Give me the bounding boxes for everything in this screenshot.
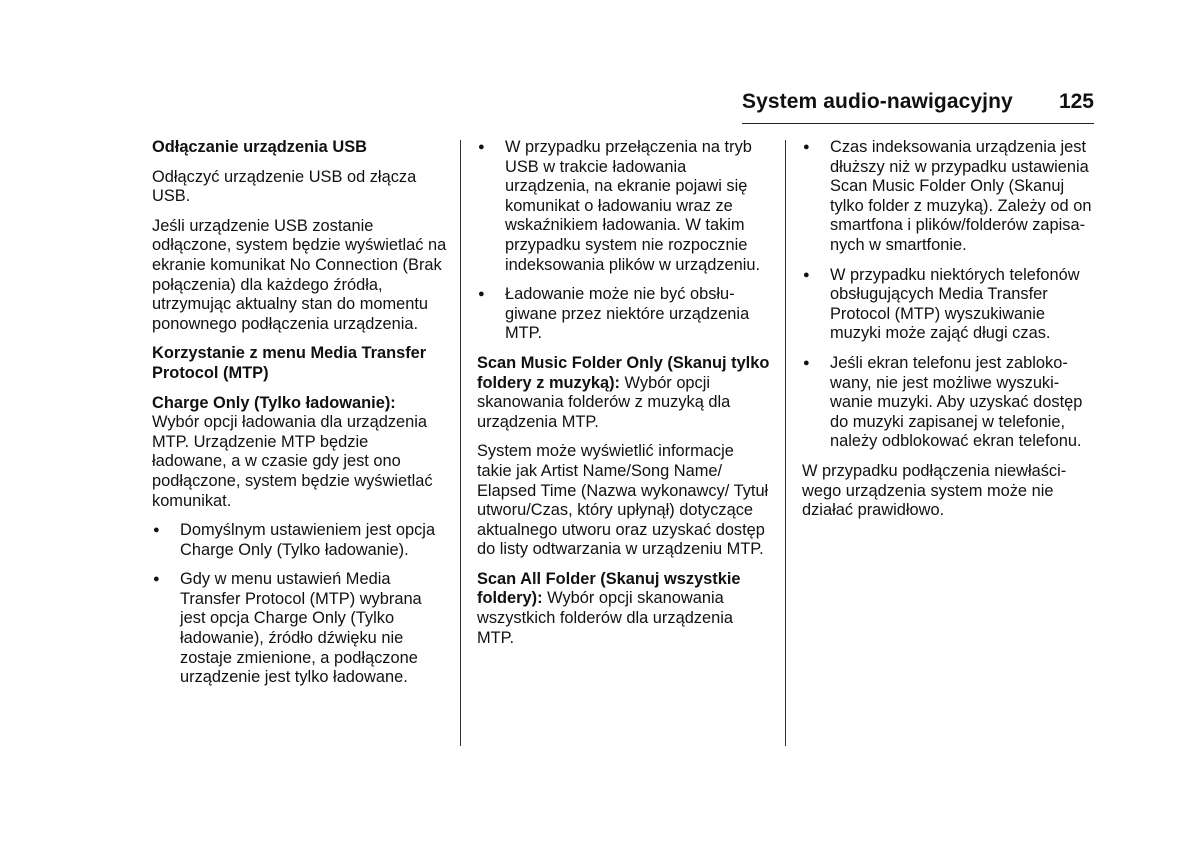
list-item: ● Ładowanie może nie być obsługiwane przez niektóre urządzenia MTP. xyxy=(477,285,773,344)
paragraph xyxy=(152,394,447,512)
term-description: Wybór opcji skanowania wszystkich folderów dla urządzenia MTP. xyxy=(477,589,733,647)
term-scan-music-folder: Scan Music Folder Only (Skanuj tylko foldery z muzyką): xyxy=(477,353,770,392)
term-scan-all-folder: Scan All Folder (Skanuj wszystkie foldery): xyxy=(477,569,741,608)
section-title: System audio-nawigacyjny xyxy=(742,90,1013,113)
list-item: ● Domyślnym ustawieniem jest opcja Charge Only (Tylko ładowanie). xyxy=(152,521,447,560)
header-rule xyxy=(742,123,1094,124)
paragraph xyxy=(477,570,773,648)
term-description: Wybór opcji skanowania folderów z muzyką dla urządzenia MTP. xyxy=(477,373,731,431)
term-description: Wybór opcji ładowania dla urządzenia MTP. Urządzenie MTP będzie ładowane, a w czasie gdy jest ono podłączone, system będzie wyświetlać komunikat. xyxy=(152,413,433,510)
paragraph: System może wyświetlić informacje takie jak Artist Name/Song Name/ Elapsed Time (Nazwa wykonawcy/ Tytuł utworu/Czas, który upłynął) dotyczące aktualnego utworu oraz uzyskać dostęp do listy odtwarzania w urządzeniu MTP. xyxy=(477,442,769,559)
column-divider-2 xyxy=(785,140,786,746)
list-item: ● Jeśli ekran telefonu jest zablokowany, nie jest możliwe wyszukiwanie muzyki. Aby uzyskać dostęp do muzyki zapisanej w telefonie, należy odblokować ekran telefonu. xyxy=(802,354,1094,452)
column-1 xyxy=(152,138,447,698)
bullet-list xyxy=(152,521,447,688)
column-2 xyxy=(477,138,773,658)
heading-mtp-menu: Korzystanie z menu Media Transfer Protocol (MTP) xyxy=(152,344,427,382)
column-divider-1 xyxy=(460,140,461,746)
term-charge-only: Charge Only (Tylko ładowanie): xyxy=(152,393,396,412)
paragraph: Jeśli urządzenie USB zostanie odłączone, system będzie wyświetlać na ekranie komunikat No Connection (Brak połączenia) dla każdego źródła, utrzymując aktualny stan do momentu ponownego podłączenia urządzenia. xyxy=(152,216,447,333)
list-item: ● Czas indeksowania urządzenia jest dłuższy niż w przypadku ustawienia Scan Music Folder Only (Skanuj tylko folder z muzyką). Zależy od on smartfona i plików/folderów zapisanych w smartfonie. xyxy=(802,138,1094,256)
column-3 xyxy=(802,138,1094,531)
list-item: ● W przypadku przełączenia na tryb USB w trakcie ładowania urządzenia, na ekranie pojawi się komunikat o ładowaniu wraz ze wskaźnikiem ładowania. W takim przypadku system nie rozpocznie indeksowania plików w urządzeniu. xyxy=(477,138,773,275)
page-number: 125 xyxy=(1058,90,1094,113)
bullet-list xyxy=(477,138,773,344)
list-item: ● W przypadku niektórych telefonów obsługujących Media Transfer Protocol (MTP) wyszukiwanie muzyki może zająć długi czas. xyxy=(802,266,1094,344)
list-item: ● Gdy w menu ustawień Media Transfer Protocol (MTP) wybrana jest opcja Charge Only (Tylko ładowanie), źródło dźwięku nie zostaje zmienione, a podłączone urządzenie jest tylko ładowane. xyxy=(152,570,447,688)
paragraph: Odłączyć urządzenie USB od złącza USB. xyxy=(152,167,417,206)
paragraph: W przypadku podłączenia niewłaściwego urządzenia system może nie działać prawidłowo. xyxy=(802,461,1067,520)
page-header xyxy=(742,90,1094,120)
heading-usb-disconnect: Odłączanie urządzenia USB xyxy=(152,138,367,156)
paragraph xyxy=(477,354,773,432)
bullet-list xyxy=(802,138,1094,452)
